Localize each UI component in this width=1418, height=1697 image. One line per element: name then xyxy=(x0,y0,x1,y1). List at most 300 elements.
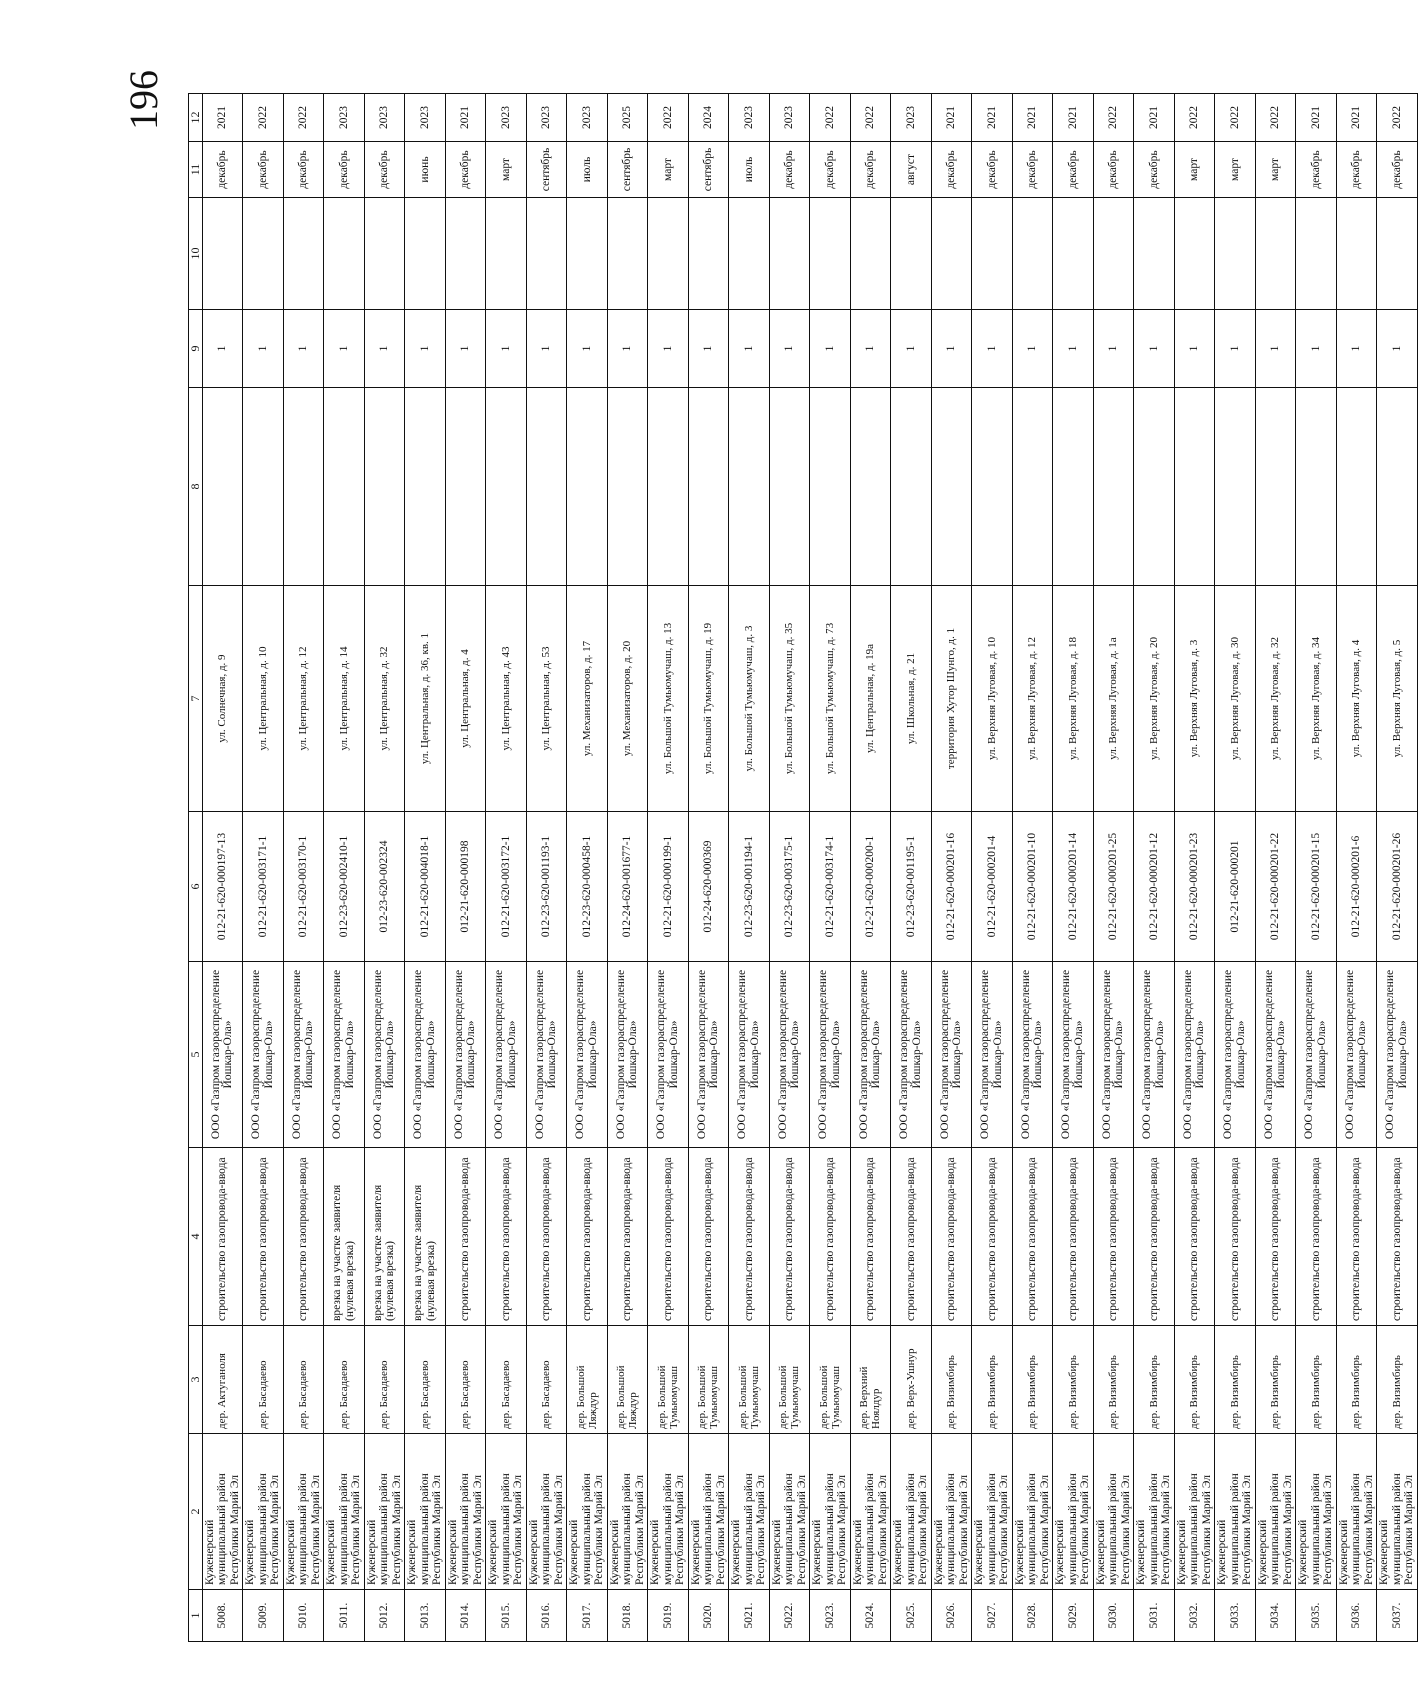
cell-year: 2025 xyxy=(607,94,648,142)
cell-application-number: 012-21-620-000201 xyxy=(1215,812,1256,962)
table-row xyxy=(445,94,486,1642)
cell-work-type: строительство газопровода-ввода xyxy=(486,1148,527,1326)
cell-month: декабрь xyxy=(202,142,243,198)
cell-work-type: строительство газопровода-ввода xyxy=(1093,1148,1134,1326)
cell-column-8 xyxy=(1336,388,1377,586)
cell-address: ул. Верхняя Луговая, д. 3 xyxy=(1174,586,1215,812)
cell-organization: ООО «Газпром газораспределение Йошкар-Ола» xyxy=(810,962,851,1148)
cell-column-10 xyxy=(850,198,891,310)
cell-row-number: 5024. xyxy=(850,1590,891,1642)
cell-work-type: строительство газопровода-ввода xyxy=(607,1148,648,1326)
cell-settlement: дер. Визимбирь xyxy=(1174,1326,1215,1434)
cell-organization: ООО «Газпром газораспределение Йошкар-Ола» xyxy=(972,962,1013,1148)
cell-row-number: 5029. xyxy=(1053,1590,1094,1642)
column-header-4: 4 xyxy=(189,1148,203,1326)
cell-column-8 xyxy=(364,388,405,586)
cell-application-number: 012-21-620-000201-22 xyxy=(1255,812,1296,962)
cell-column-10 xyxy=(486,198,527,310)
cell-year: 2022 xyxy=(1377,94,1418,142)
cell-row-number: 5033. xyxy=(1215,1590,1256,1642)
cell-column-8 xyxy=(607,388,648,586)
cell-settlement: дер. Верхний Ноялдур xyxy=(850,1326,891,1434)
table-row xyxy=(243,94,284,1642)
cell-settlement: дер. Басадаево xyxy=(324,1326,365,1434)
cell-application-number: 012-21-620-003171-1 xyxy=(243,812,284,962)
cell-municipal-district: Куженерский муниципальный район Республики Марий Эл xyxy=(243,1434,284,1590)
cell-organization: ООО «Газпром газораспределение Йошкар-Ола» xyxy=(769,962,810,1148)
table-row xyxy=(729,94,770,1642)
cell-organization: ООО «Газпром газораспределение Йошкар-Ола» xyxy=(931,962,972,1148)
cell-quantity: 1 xyxy=(607,310,648,388)
cell-settlement: дер. Басадаево xyxy=(405,1326,446,1434)
cell-municipal-district: Куженерский муниципальный район Республики Марий Эл xyxy=(1174,1434,1215,1590)
table-row xyxy=(526,94,567,1642)
cell-row-number: 5026. xyxy=(931,1590,972,1642)
cell-quantity: 1 xyxy=(769,310,810,388)
cell-application-number: 012-21-620-000201-23 xyxy=(1174,812,1215,962)
table-row xyxy=(1093,94,1134,1642)
cell-municipal-district: Куженерский муниципальный район Республики Марий Эл xyxy=(1336,1434,1377,1590)
cell-quantity: 1 xyxy=(486,310,527,388)
cell-month: сентябрь xyxy=(526,142,567,198)
cell-column-8 xyxy=(324,388,365,586)
cell-work-type: строительство газопровода-ввода xyxy=(729,1148,770,1326)
cell-address: ул. Верхняя Луговая, д. 5 xyxy=(1377,586,1418,812)
cell-column-10 xyxy=(1134,198,1175,310)
cell-work-type: строительство газопровода-ввода xyxy=(931,1148,972,1326)
cell-municipal-district: Куженерский муниципальный район Республики Марий Эл xyxy=(1012,1434,1053,1590)
cell-year: 2021 xyxy=(1053,94,1094,142)
cell-year: 2022 xyxy=(1093,94,1134,142)
cell-column-8 xyxy=(405,388,446,586)
cell-row-number: 5017. xyxy=(567,1590,608,1642)
cell-address: ул. Центральная, д. 53 xyxy=(526,586,567,812)
cell-address: ул. Верхняя Луговая, д. 1а xyxy=(1093,586,1134,812)
cell-address: ул. Верхняя Луговая, д. 18 xyxy=(1053,586,1094,812)
cell-month: июль xyxy=(567,142,608,198)
cell-settlement: дер. Визимбирь xyxy=(931,1326,972,1434)
cell-month: декабрь xyxy=(1296,142,1337,198)
cell-settlement: дер. Большой Тумьюмучаш xyxy=(729,1326,770,1434)
cell-column-10 xyxy=(364,198,405,310)
cell-quantity: 1 xyxy=(972,310,1013,388)
table-row xyxy=(769,94,810,1642)
cell-settlement: дер. Визимбирь xyxy=(1093,1326,1134,1434)
cell-organization: ООО «Газпром газораспределение Йошкар-Ола» xyxy=(486,962,527,1148)
cell-year: 2021 xyxy=(1296,94,1337,142)
cell-year: 2022 xyxy=(648,94,689,142)
cell-work-type: строительство газопровода-ввода xyxy=(445,1148,486,1326)
cell-column-10 xyxy=(283,198,324,310)
cell-application-number: 012-23-620-003175-1 xyxy=(769,812,810,962)
cell-quantity: 1 xyxy=(364,310,405,388)
cell-organization: ООО «Газпром газораспределение Йошкар-Ола» xyxy=(405,962,446,1148)
cell-column-8 xyxy=(283,388,324,586)
cell-month: декабрь xyxy=(1053,142,1094,198)
cell-municipal-district: Куженерский муниципальный район Республики Марий Эл xyxy=(405,1434,446,1590)
cell-column-10 xyxy=(769,198,810,310)
cell-column-10 xyxy=(1093,198,1134,310)
cell-column-10 xyxy=(1255,198,1296,310)
cell-organization: ООО «Газпром газораспределение Йошкар-Ола» xyxy=(1134,962,1175,1148)
cell-application-number: 012-21-620-003172-1 xyxy=(486,812,527,962)
cell-quantity: 1 xyxy=(202,310,243,388)
cell-row-number: 5013. xyxy=(405,1590,446,1642)
column-header-9: 9 xyxy=(189,310,203,388)
cell-month: март xyxy=(648,142,689,198)
cell-column-10 xyxy=(1215,198,1256,310)
cell-municipal-district: Куженерский муниципальный район Республики Марий Эл xyxy=(1377,1434,1418,1590)
cell-settlement: дер. Большой Тумьюмучаш xyxy=(810,1326,851,1434)
table-body xyxy=(202,94,1417,1642)
table-row xyxy=(850,94,891,1642)
cell-work-type: строительство газопровода-ввода xyxy=(1296,1148,1337,1326)
cell-column-8 xyxy=(486,388,527,586)
table-row xyxy=(283,94,324,1642)
cell-municipal-district: Куженерский муниципальный район Республики Марий Эл xyxy=(283,1434,324,1590)
table-row xyxy=(324,94,365,1642)
cell-column-8 xyxy=(891,388,932,586)
cell-column-8 xyxy=(769,388,810,586)
cell-column-10 xyxy=(972,198,1013,310)
cell-organization: ООО «Газпром газораспределение Йошкар-Ола» xyxy=(607,962,648,1148)
cell-municipal-district: Куженерский муниципальный район Республики Марий Эл xyxy=(810,1434,851,1590)
cell-quantity: 1 xyxy=(283,310,324,388)
cell-work-type: строительство газопровода-ввода xyxy=(810,1148,851,1326)
cell-address: территория Хутор Шунго, д. 1 xyxy=(931,586,972,812)
cell-municipal-district: Куженерский муниципальный район Республики Марий Эл xyxy=(486,1434,527,1590)
cell-organization: ООО «Газпром газораспределение Йошкар-Ола» xyxy=(1215,962,1256,1148)
cell-year: 2021 xyxy=(202,94,243,142)
cell-address: ул. Школьная, д. 21 xyxy=(891,586,932,812)
cell-organization: ООО «Газпром газораспределение Йошкар-Ола» xyxy=(729,962,770,1148)
cell-column-10 xyxy=(567,198,608,310)
cell-work-type: строительство газопровода-ввода xyxy=(1215,1148,1256,1326)
cell-address: ул. Верхняя Луговая, д. 32 xyxy=(1255,586,1296,812)
cell-work-type: строительство газопровода-ввода xyxy=(1174,1148,1215,1326)
cell-column-10 xyxy=(1174,198,1215,310)
cell-column-10 xyxy=(1296,198,1337,310)
cell-municipal-district: Куженерский муниципальный район Республики Марий Эл xyxy=(891,1434,932,1590)
cell-application-number: 012-21-620-000201-14 xyxy=(1053,812,1094,962)
cell-address: ул. Солнечная, д. 9 xyxy=(202,586,243,812)
cell-row-number: 5030. xyxy=(1093,1590,1134,1642)
cell-municipal-district: Куженерский муниципальный район Республики Марий Эл xyxy=(1093,1434,1134,1590)
cell-settlement: дер. Визимбирь xyxy=(1053,1326,1094,1434)
table-row xyxy=(405,94,446,1642)
cell-work-type: строительство газопровода-ввода xyxy=(243,1148,284,1326)
cell-address: ул. Верхняя Луговая, д. 4 xyxy=(1336,586,1377,812)
cell-year: 2022 xyxy=(243,94,284,142)
cell-column-8 xyxy=(1215,388,1256,586)
cell-year: 2023 xyxy=(769,94,810,142)
cell-month: июнь xyxy=(405,142,446,198)
cell-quantity: 1 xyxy=(688,310,729,388)
cell-year: 2023 xyxy=(891,94,932,142)
cell-year: 2021 xyxy=(931,94,972,142)
cell-column-10 xyxy=(688,198,729,310)
cell-year: 2023 xyxy=(405,94,446,142)
cell-row-number: 5025. xyxy=(891,1590,932,1642)
cell-organization: ООО «Газпром газораспределение Йошкар-Ола» xyxy=(1377,962,1418,1148)
cell-month: декабрь xyxy=(810,142,851,198)
cell-row-number: 5010. xyxy=(283,1590,324,1642)
cell-year: 2021 xyxy=(445,94,486,142)
cell-column-10 xyxy=(1336,198,1377,310)
cell-column-8 xyxy=(202,388,243,586)
cell-address: ул. Центральная, д. 4 xyxy=(445,586,486,812)
cell-settlement: дер. Большой Тумьюмучаш xyxy=(688,1326,729,1434)
cell-municipal-district: Куженерский муниципальный район Республики Марий Эл xyxy=(1215,1434,1256,1590)
cell-application-number: 012-21-620-000201-10 xyxy=(1012,812,1053,962)
cell-column-10 xyxy=(243,198,284,310)
cell-work-type: строительство газопровода-ввода xyxy=(567,1148,608,1326)
cell-settlement: дер. Большой Тумьюмучаш xyxy=(648,1326,689,1434)
cell-work-type: строительство газопровода-ввода xyxy=(283,1148,324,1326)
cell-column-8 xyxy=(850,388,891,586)
table-row xyxy=(486,94,527,1642)
table-row xyxy=(648,94,689,1642)
cell-column-8 xyxy=(1053,388,1094,586)
cell-settlement: дер. Визимбирь xyxy=(1134,1326,1175,1434)
cell-settlement: дер. Визимбирь xyxy=(1255,1326,1296,1434)
cell-row-number: 5036. xyxy=(1336,1590,1377,1642)
cell-work-type: строительство газопровода-ввода xyxy=(648,1148,689,1326)
cell-year: 2021 xyxy=(972,94,1013,142)
cell-municipal-district: Куженерский муниципальный район Республики Марий Эл xyxy=(445,1434,486,1590)
column-header-5: 5 xyxy=(189,962,203,1148)
table-row xyxy=(972,94,1013,1642)
cell-work-type: строительство газопровода-ввода xyxy=(1053,1148,1094,1326)
cell-year: 2022 xyxy=(1215,94,1256,142)
cell-quantity: 1 xyxy=(1093,310,1134,388)
cell-quantity: 1 xyxy=(648,310,689,388)
cell-year: 2021 xyxy=(1012,94,1053,142)
cell-column-8 xyxy=(445,388,486,586)
column-header-1: 1 xyxy=(189,1590,203,1642)
cell-year: 2021 xyxy=(1336,94,1377,142)
cell-column-8 xyxy=(729,388,770,586)
cell-settlement: дер. Актуганоля xyxy=(202,1326,243,1434)
cell-quantity: 1 xyxy=(243,310,284,388)
cell-application-number: 012-21-620-003170-1 xyxy=(283,812,324,962)
cell-year: 2022 xyxy=(1255,94,1296,142)
cell-work-type: строительство газопровода-ввода xyxy=(891,1148,932,1326)
table-row xyxy=(1215,94,1256,1642)
cell-municipal-district: Куженерский муниципальный район Республики Марий Эл xyxy=(1296,1434,1337,1590)
cell-organization: ООО «Газпром газораспределение Йошкар-Ола» xyxy=(1012,962,1053,1148)
cell-month: июль xyxy=(729,142,770,198)
cell-row-number: 5021. xyxy=(729,1590,770,1642)
cell-column-8 xyxy=(688,388,729,586)
cell-month: декабрь xyxy=(364,142,405,198)
cell-application-number: 012-23-620-001195-1 xyxy=(891,812,932,962)
cell-month: март xyxy=(486,142,527,198)
table-row xyxy=(607,94,648,1642)
cell-year: 2022 xyxy=(850,94,891,142)
cell-month: март xyxy=(1174,142,1215,198)
cell-application-number: 012-24-620-001677-1 xyxy=(607,812,648,962)
cell-work-type: строительство газопровода-ввода xyxy=(850,1148,891,1326)
cell-settlement: дер. Басадаево xyxy=(364,1326,405,1434)
cell-work-type: врезка на участке заявителя (нулевая врезка) xyxy=(324,1148,365,1326)
cell-organization: ООО «Газпром газораспределение Йошкар-Ола» xyxy=(445,962,486,1148)
cell-quantity: 1 xyxy=(1255,310,1296,388)
cell-month: сентябрь xyxy=(607,142,648,198)
cell-column-8 xyxy=(810,388,851,586)
cell-quantity: 1 xyxy=(891,310,932,388)
cell-quantity: 1 xyxy=(1296,310,1337,388)
cell-address: ул. Центральная, д. 19а xyxy=(850,586,891,812)
cell-organization: ООО «Газпром газораспределение Йошкар-Ола» xyxy=(1174,962,1215,1148)
cell-municipal-district: Куженерский муниципальный район Республики Марий Эл xyxy=(526,1434,567,1590)
cell-column-10 xyxy=(607,198,648,310)
cell-work-type: строительство газопровода-ввода xyxy=(1336,1148,1377,1326)
cell-month: декабрь xyxy=(243,142,284,198)
column-header-8: 8 xyxy=(189,388,203,586)
cell-work-type: строительство газопровода-ввода xyxy=(202,1148,243,1326)
cell-quantity: 1 xyxy=(445,310,486,388)
cell-column-8 xyxy=(526,388,567,586)
cell-year: 2021 xyxy=(1134,94,1175,142)
cell-settlement: дер. Басадаево xyxy=(486,1326,527,1434)
cell-address: ул. Центральная, д. 14 xyxy=(324,586,365,812)
cell-application-number: 012-23-620-002410-1 xyxy=(324,812,365,962)
cell-address: ул. Верхняя Луговая, д. 30 xyxy=(1215,586,1256,812)
cell-application-number: 012-23-620-002324 xyxy=(364,812,405,962)
cell-column-10 xyxy=(1053,198,1094,310)
cell-month: декабрь xyxy=(1377,142,1418,198)
cell-settlement: дер. Большой Ляждур xyxy=(607,1326,648,1434)
cell-address: ул. Верхняя Луговая, д. 12 xyxy=(1012,586,1053,812)
cell-settlement: дер. Визимбирь xyxy=(972,1326,1013,1434)
cell-month: декабрь xyxy=(931,142,972,198)
table-row xyxy=(931,94,972,1642)
cell-column-10 xyxy=(1012,198,1053,310)
table-row xyxy=(567,94,608,1642)
cell-organization: ООО «Газпром газораспределение Йошкар-Ола» xyxy=(567,962,608,1148)
cell-application-number: 012-21-620-000201-15 xyxy=(1296,812,1337,962)
table-row xyxy=(1377,94,1418,1642)
cell-settlement: дер. Визимбирь xyxy=(1296,1326,1337,1434)
column-header-11: 11 xyxy=(189,142,203,198)
cell-application-number: 012-23-620-001193-1 xyxy=(526,812,567,962)
cell-work-type: строительство газопровода-ввода xyxy=(526,1148,567,1326)
cell-year: 2023 xyxy=(526,94,567,142)
cell-settlement: дер. Визимбирь xyxy=(1012,1326,1053,1434)
cell-year: 2023 xyxy=(729,94,770,142)
cell-application-number: 012-21-620-000201-25 xyxy=(1093,812,1134,962)
cell-settlement: дер. Большой Ляждур xyxy=(567,1326,608,1434)
cell-column-10 xyxy=(202,198,243,310)
cell-organization: ООО «Газпром газораспределение Йошкар-Ола» xyxy=(1296,962,1337,1148)
cell-organization: ООО «Газпром газораспределение Йошкар-Ола» xyxy=(202,962,243,1148)
cell-row-number: 5035. xyxy=(1296,1590,1337,1642)
cell-organization: ООО «Газпром газораспределение Йошкар-Ола» xyxy=(850,962,891,1148)
cell-month: декабрь xyxy=(1336,142,1377,198)
cell-application-number: 012-21-620-004018-1 xyxy=(405,812,446,962)
table-row xyxy=(1134,94,1175,1642)
rotated-table-container xyxy=(188,94,1415,1642)
cell-work-type: строительство газопровода-ввода xyxy=(769,1148,810,1326)
cell-year: 2023 xyxy=(567,94,608,142)
cell-month: декабрь xyxy=(972,142,1013,198)
cell-settlement: дер. Басадаево xyxy=(445,1326,486,1434)
cell-column-10 xyxy=(526,198,567,310)
cell-row-number: 5012. xyxy=(364,1590,405,1642)
cell-municipal-district: Куженерский муниципальный район Республики Марий Эл xyxy=(688,1434,729,1590)
cell-row-number: 5011. xyxy=(324,1590,365,1642)
cell-application-number: 012-21-620-003174-1 xyxy=(810,812,851,962)
cell-month: декабрь xyxy=(1134,142,1175,198)
cell-municipal-district: Куженерский муниципальный район Республики Марий Эл xyxy=(1053,1434,1094,1590)
cell-organization: ООО «Газпром газораспределение Йошкар-Ола» xyxy=(891,962,932,1148)
cell-year: 2022 xyxy=(810,94,851,142)
cell-month: август xyxy=(891,142,932,198)
cell-address: ул. Большой Тумьюмучаш, д. 73 xyxy=(810,586,851,812)
cell-month: декабрь xyxy=(445,142,486,198)
cell-address: ул. Центральная, д. 10 xyxy=(243,586,284,812)
cell-column-10 xyxy=(931,198,972,310)
cell-row-number: 5018. xyxy=(607,1590,648,1642)
cell-address: ул. Большой Тумьюмучаш, д. 3 xyxy=(729,586,770,812)
cell-address: ул. Большой Тумьюмучаш, д. 19 xyxy=(688,586,729,812)
cell-row-number: 5031. xyxy=(1134,1590,1175,1642)
cell-organization: ООО «Газпром газораспределение Йошкар-Ола» xyxy=(243,962,284,1148)
column-header-12: 12 xyxy=(189,94,203,142)
cell-address: ул. Большой Тумьюмучаш, д. 35 xyxy=(769,586,810,812)
cell-column-8 xyxy=(567,388,608,586)
cell-month: декабрь xyxy=(283,142,324,198)
cell-row-number: 5028. xyxy=(1012,1590,1053,1642)
cell-organization: ООО «Газпром газораспределение Йошкар-Ола» xyxy=(1255,962,1296,1148)
cell-organization: ООО «Газпром газораспределение Йошкар-Ола» xyxy=(283,962,324,1148)
cell-month: март xyxy=(1215,142,1256,198)
cell-row-number: 5027. xyxy=(972,1590,1013,1642)
table-row xyxy=(364,94,405,1642)
cell-address: ул. Верхняя Луговая, д. 20 xyxy=(1134,586,1175,812)
cell-row-number: 5023. xyxy=(810,1590,851,1642)
cell-month: декабрь xyxy=(1093,142,1134,198)
cell-year: 2022 xyxy=(1174,94,1215,142)
cell-work-type: строительство газопровода-ввода xyxy=(1134,1148,1175,1326)
page-number: 196 xyxy=(121,70,166,130)
cell-settlement: дер. Визимбирь xyxy=(1336,1326,1377,1434)
cell-municipal-district: Куженерский муниципальный район Республики Марий Эл xyxy=(1134,1434,1175,1590)
cell-year: 2023 xyxy=(364,94,405,142)
cell-quantity: 1 xyxy=(810,310,851,388)
column-header-6: 6 xyxy=(189,812,203,962)
cell-address: ул. Центральная, д. 12 xyxy=(283,586,324,812)
cell-application-number: 012-21-620-000201-26 xyxy=(1377,812,1418,962)
cell-address: ул. Центральная, д. 36, кв. 1 xyxy=(405,586,446,812)
table-header-row xyxy=(189,94,203,1642)
cell-quantity: 1 xyxy=(850,310,891,388)
cell-month: декабрь xyxy=(850,142,891,198)
cell-application-number: 012-21-620-000199-1 xyxy=(648,812,689,962)
table-row xyxy=(1174,94,1215,1642)
cell-year: 2023 xyxy=(324,94,365,142)
cell-municipal-district: Куженерский муниципальный район Республики Марий Эл xyxy=(850,1434,891,1590)
column-header-7: 7 xyxy=(189,586,203,812)
cell-settlement: дер. Большой Тумьюмучаш xyxy=(769,1326,810,1434)
cell-municipal-district: Куженерский муниципальный район Республики Марий Эл xyxy=(567,1434,608,1590)
cell-work-type: строительство газопровода-ввода xyxy=(972,1148,1013,1326)
cell-address: ул. Механизаторов, д. 17 xyxy=(567,586,608,812)
column-header-10: 10 xyxy=(189,198,203,310)
cell-organization: ООО «Газпром газораспределение Йошкар-Ола» xyxy=(1053,962,1094,1148)
cell-column-10 xyxy=(1377,198,1418,310)
